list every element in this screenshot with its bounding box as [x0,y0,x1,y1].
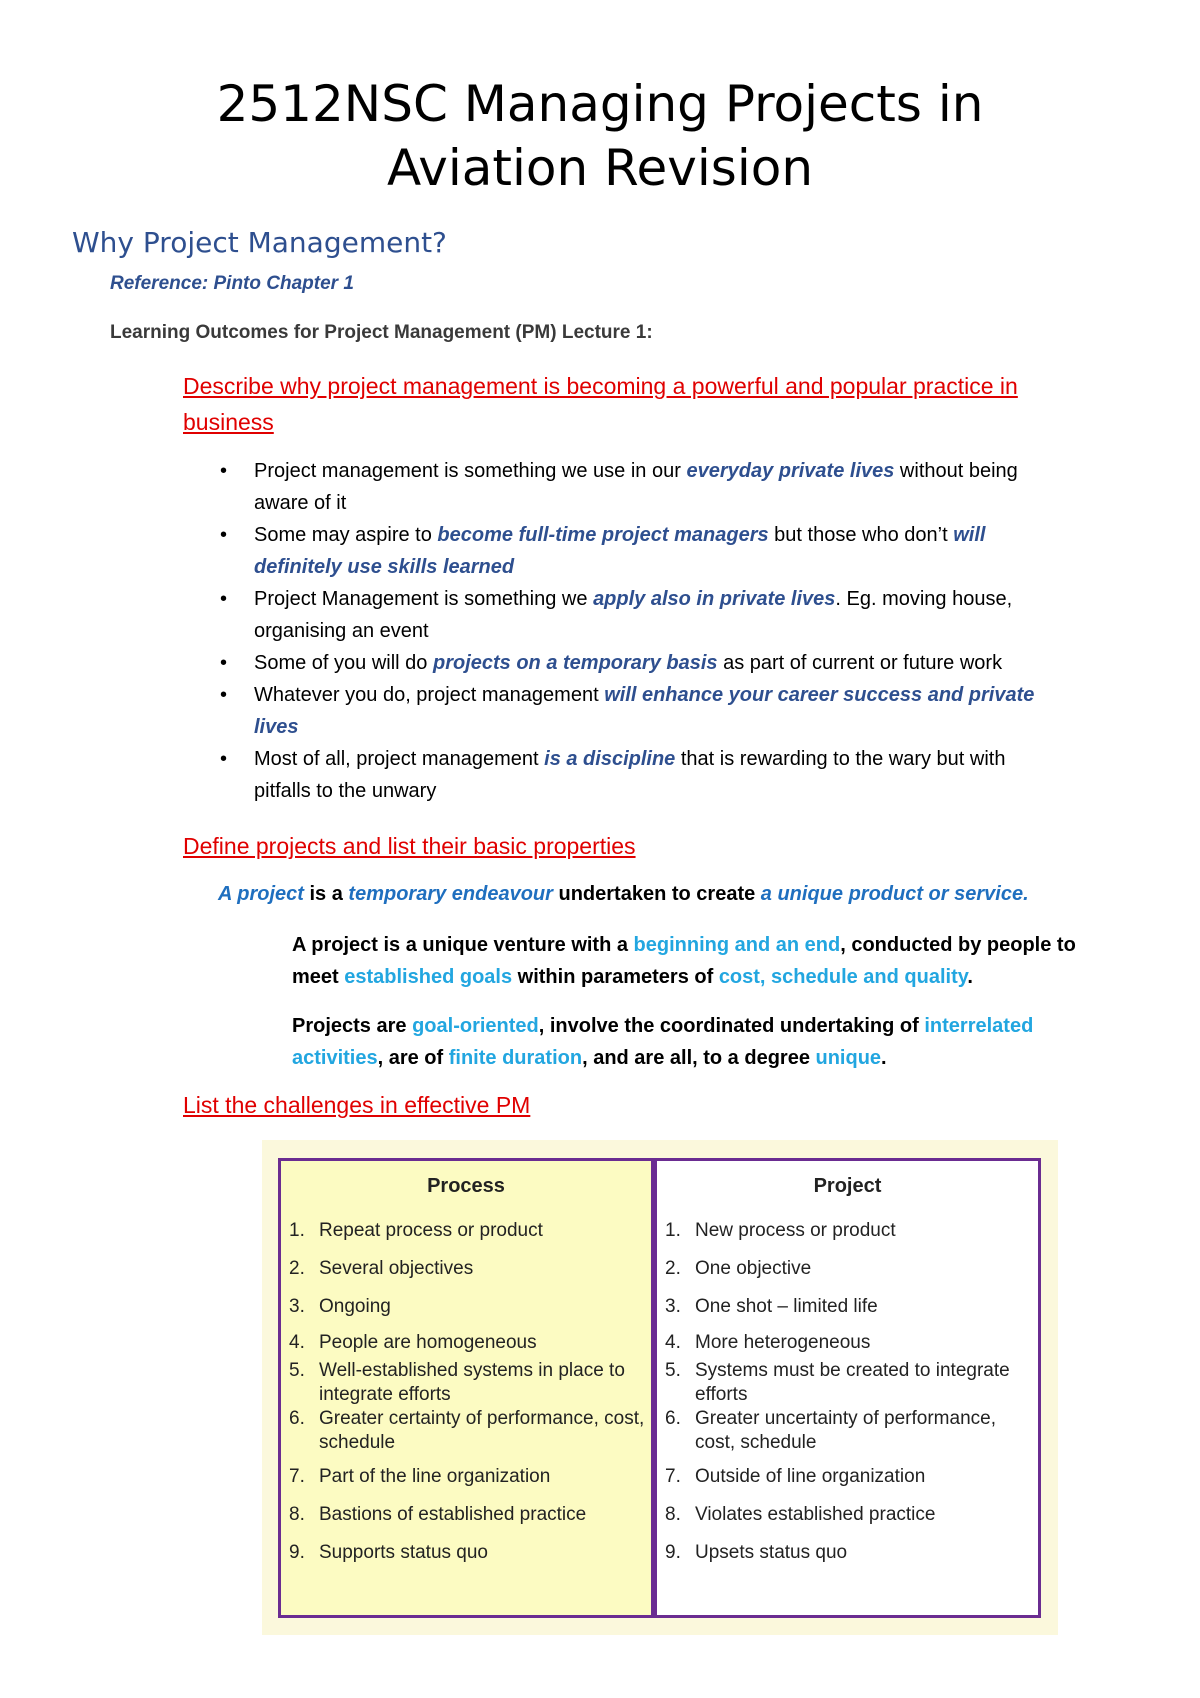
list-item [220,519,1120,583]
paragraph-highlight: activities [292,1047,378,1069]
paragraph-highlight: goal-oriented [412,1015,539,1037]
list-item [220,679,1120,743]
paragraph-text: . [881,1047,887,1069]
bullet-icon: • [220,588,228,610]
item-number: 4. [665,1332,681,1353]
item-text: Outside of line organization [695,1466,926,1487]
item-text: Greater certainty of performance, cost, schedule [319,1408,645,1453]
item-number: 8. [665,1504,681,1525]
item-text: Well-established systems in place to integrate efforts [319,1360,625,1405]
paragraph-highlight: unique [815,1047,882,1069]
project-column [654,1158,1041,1618]
bullet-highlight: projects on a temporary basis [432,652,718,674]
list-item [220,743,1120,807]
bullet-highlight: will enhance your career success and private [604,684,1035,706]
item-text: Bastions of established practice [319,1504,587,1525]
item-text: Repeat process or product [319,1220,543,1241]
bullet-text: aware of it [254,492,347,514]
paragraph-highlight: finite duration [448,1047,583,1069]
bullet-highlight: become full-time project managers [437,524,769,546]
item-number: 2. [289,1258,305,1279]
item-text: People are homogeneous [319,1332,537,1353]
project-description-paragraph [292,929,1142,993]
process-column [278,1158,654,1618]
item-number: 3. [665,1296,681,1317]
title-line-1: 2512NSC Managing Projects in [216,75,984,133]
paragraph-highlight: established goals [344,966,513,988]
item-number: 5. [665,1360,681,1381]
bullet-icon: • [220,684,228,706]
bullet-icon: • [220,652,228,674]
list-item [281,1295,651,1319]
project-properties-paragraph [292,1010,1142,1074]
bullet-text: organising an event [254,620,429,642]
list-item [657,1465,1038,1489]
title-line-2: Aviation Revision [386,139,814,197]
item-number: 7. [289,1466,305,1487]
list-item [657,1295,1038,1319]
paragraph-text: Projects are [292,1015,413,1037]
definition-term: a unique product or service. [760,883,1029,905]
bullet-highlight: lives [254,716,299,738]
paragraph-text: A project is a unique venture with a [292,934,634,956]
list-item [657,1407,1038,1455]
outcome-heading-line-1: Describe why project management is becoming a powerful and popular practice in [183,373,1018,399]
item-number: 5. [289,1360,305,1381]
definition-text: is a [303,883,349,905]
item-text: Supports status quo [319,1542,488,1563]
bullet-text: that is rewarding to the wary but with [675,748,1006,770]
bullet-text: Project Management is something we [254,588,594,610]
item-number: 4. [289,1332,305,1353]
bullet-text: Some may aspire to [254,524,438,546]
list-item [281,1407,651,1455]
item-number: 2. [665,1258,681,1279]
learning-outcomes-label: Learning Outcomes for Project Management (PM) Lecture 1: [110,322,653,343]
item-text: New process or product [695,1220,896,1241]
item-text: One objective [695,1258,812,1279]
item-text: Greater uncertainty of performance, cost, schedule [695,1408,996,1453]
item-text: Ongoing [319,1296,391,1317]
list-item [657,1503,1038,1527]
outcome-heading-describe [183,368,1018,440]
outcome-heading-define: Define projects and list their basic properties [183,833,636,859]
item-text: Systems must be created to integrate efforts [695,1360,1010,1405]
bullet-list [220,455,1120,807]
process-vs-project-figure [262,1140,1058,1635]
item-number: 1. [289,1220,305,1241]
list-item [281,1503,651,1527]
bullet-highlight: will [953,524,986,546]
list-item [281,1219,651,1243]
list-item [657,1359,1038,1407]
list-item [281,1331,651,1355]
list-item [220,647,1120,679]
bullet-text: but those who don’t [768,524,954,546]
bullet-icon: • [220,460,228,482]
list-item [281,1257,651,1281]
definition-term: temporary endeavour [348,883,553,905]
paragraph-highlight: beginning and an end [633,934,841,956]
item-text: Part of the line organization [319,1466,551,1487]
list-item [657,1541,1038,1565]
bullet-text: Most of all, project management [254,748,545,770]
outcome-heading-line-2: business [183,409,274,435]
paragraph-text: meet [292,966,345,988]
bullet-highlight: definitely use skills learned [254,556,515,578]
item-text: Upsets status quo [695,1542,848,1563]
bullet-text: pitfalls to the unwary [254,780,437,802]
bullet-icon: • [220,748,228,770]
bullet-text: Some of you will do [254,652,433,674]
bullet-text: without being [894,460,1018,482]
bullet-icon: • [220,524,228,546]
bullet-text: . Eg. moving house, [835,588,1013,610]
project-list [657,1209,1038,1565]
paragraph-text: , are of [377,1047,449,1069]
item-text: Violates established practice [695,1504,936,1525]
item-number: 3. [289,1296,305,1317]
list-item [281,1465,651,1489]
reference-note: Reference: Pinto Chapter 1 [110,273,354,294]
bullet-text: as part of current or future work [717,652,1003,674]
paragraph-text: , involve the coordinated undertaking of [538,1015,925,1037]
list-item [220,583,1120,647]
list-item [657,1219,1038,1243]
outcome-heading-challenges: List the challenges in effective PM [183,1092,531,1118]
list-item [281,1359,651,1407]
process-header: Process [427,1175,505,1197]
list-item [657,1331,1038,1355]
bullet-highlight: everyday private lives [686,460,895,482]
bullet-text: Whatever you do, project management [254,684,605,706]
bullet-highlight: is a discipline [544,748,676,770]
process-list [281,1209,651,1565]
list-item [657,1257,1038,1281]
project-header: Project [813,1175,882,1197]
paragraph-text: , conducted by people to [840,934,1076,956]
item-text: Several objectives [319,1258,474,1279]
list-item [220,455,1120,519]
item-number: 1. [665,1220,681,1241]
paragraph-highlight: cost, schedule and quality [718,966,968,988]
bullet-highlight: apply also in private lives [593,588,836,610]
item-text: One shot – limited life [695,1296,878,1317]
item-number: 9. [665,1542,681,1563]
definition-text: undertaken to create [552,883,761,905]
item-number: 8. [289,1504,305,1525]
definition-term: A project [218,883,304,905]
page-title [0,72,1200,200]
project-definition [218,883,1029,906]
item-text: More heterogeneous [695,1332,871,1353]
item-number: 6. [665,1408,681,1429]
item-number: 7. [665,1466,681,1487]
section-heading-why-pm: Why Project Management? [72,226,447,259]
item-number: 6. [289,1408,305,1429]
list-item [281,1541,651,1565]
paragraph-text: within parameters of [512,966,719,988]
paragraph-text: , and are all, to a degree [582,1047,816,1069]
paragraph-highlight: interrelated [924,1015,1034,1037]
paragraph-text: . [967,966,973,988]
item-number: 9. [289,1542,305,1563]
bullet-text: Project management is something we use in our [254,460,687,482]
